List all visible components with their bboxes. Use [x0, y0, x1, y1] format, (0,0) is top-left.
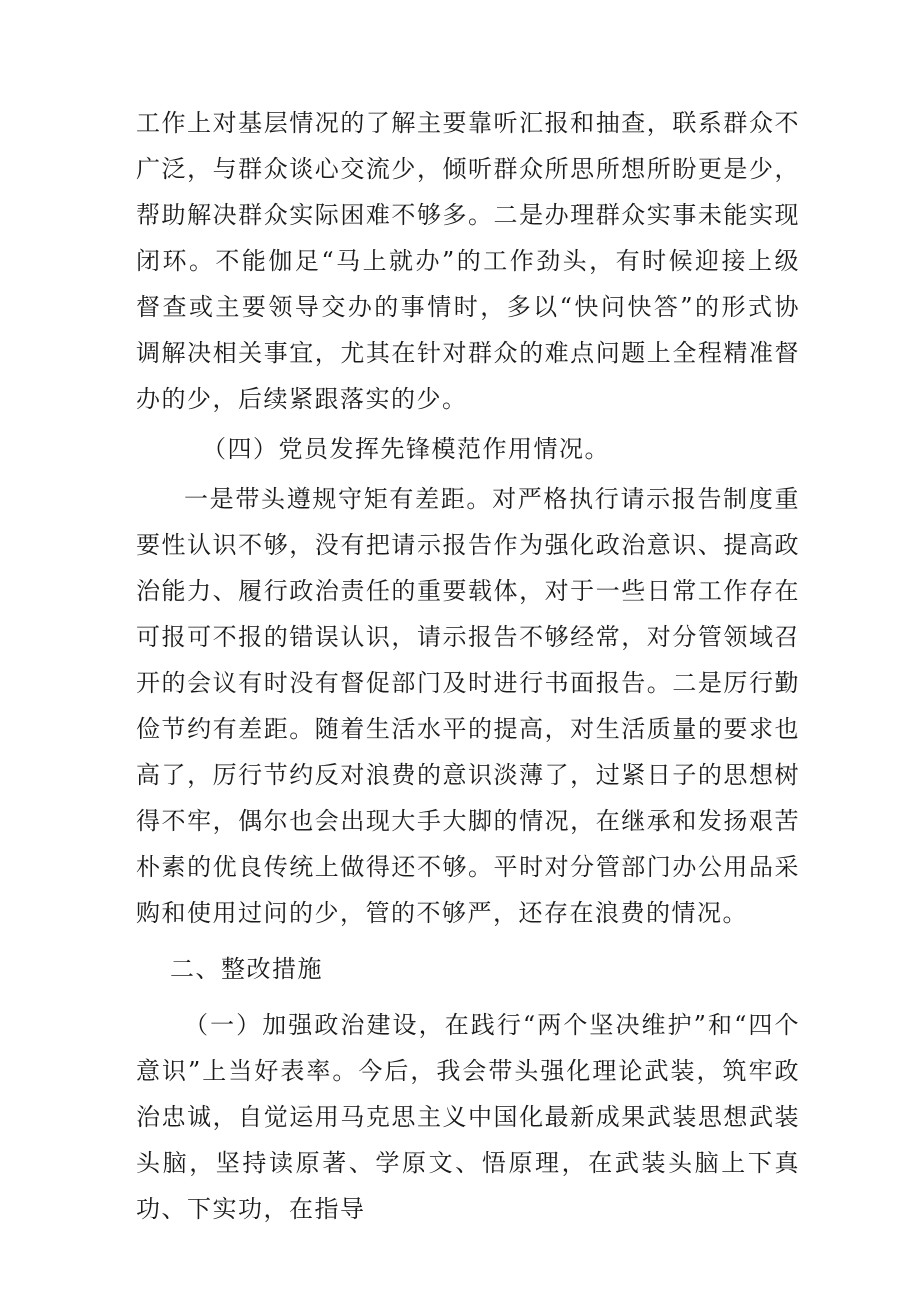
paragraph-political-construction: （一）加强政治建设，在践行“两个坚决维护”和“四个意识”上当好表率。今后，我会带头强化理论武装，筑牢政治忠诚，自觉运用马克思主义中国化最新成果武装思想武装头脑，坚持读原著、学原文、悟原理，在武装头脑上下真功、下实功，在指导	[136, 1011, 800, 1223]
paragraph-continued: 工作上对基层情况的了解主要靠听汇报和抽查，联系群众不广泛，与群众谈心交流少，倾听群众所思所想所盼更是少，帮助解决群众实际困难不够多。二是办理群众实事未能实现闭环。不能伽足“马上就办”的工作劲头，有时候迎接上级督查或主要领导交办的事情时，多以“快问快答”的形式协调解决相关事宜，尤其在针对群众的难点问题上全程精准督办的少，后续紧跟落实的少。	[136, 109, 800, 413]
document-body	[136, 100, 800, 1232]
paragraph-party-member-role: 一是带头遵规守矩有差距。对严格执行请示报告制度重要性认识不够，没有把请示报告作为强化政治意识、提高政治能力、履行政治责任的重要载体，对于一些日常工作存在可报可不报的错误认识，请示报告不够经常，对分管领域召开的会议有时没有督促部门及时进行书面报告。二是厉行勤俭节约有差距。随着生活水平的提高，对生活质量的要求也高了，厉行节约反对浪费的意识淡薄了，过紧日子的思想树得不牢，偶尔也会出现大手大脚的情况，在继承和发扬艰苦朴素的优良传统上做得还不够。平时对分管部门办公用品采购和使用过问的少，管的不够严，还存在浪费的情况。	[136, 485, 800, 927]
section-heading-rectification: 二、整改措施	[170, 955, 323, 983]
section-subheading-4: （四）党员发挥先锋模范作用情况。	[202, 435, 610, 463]
